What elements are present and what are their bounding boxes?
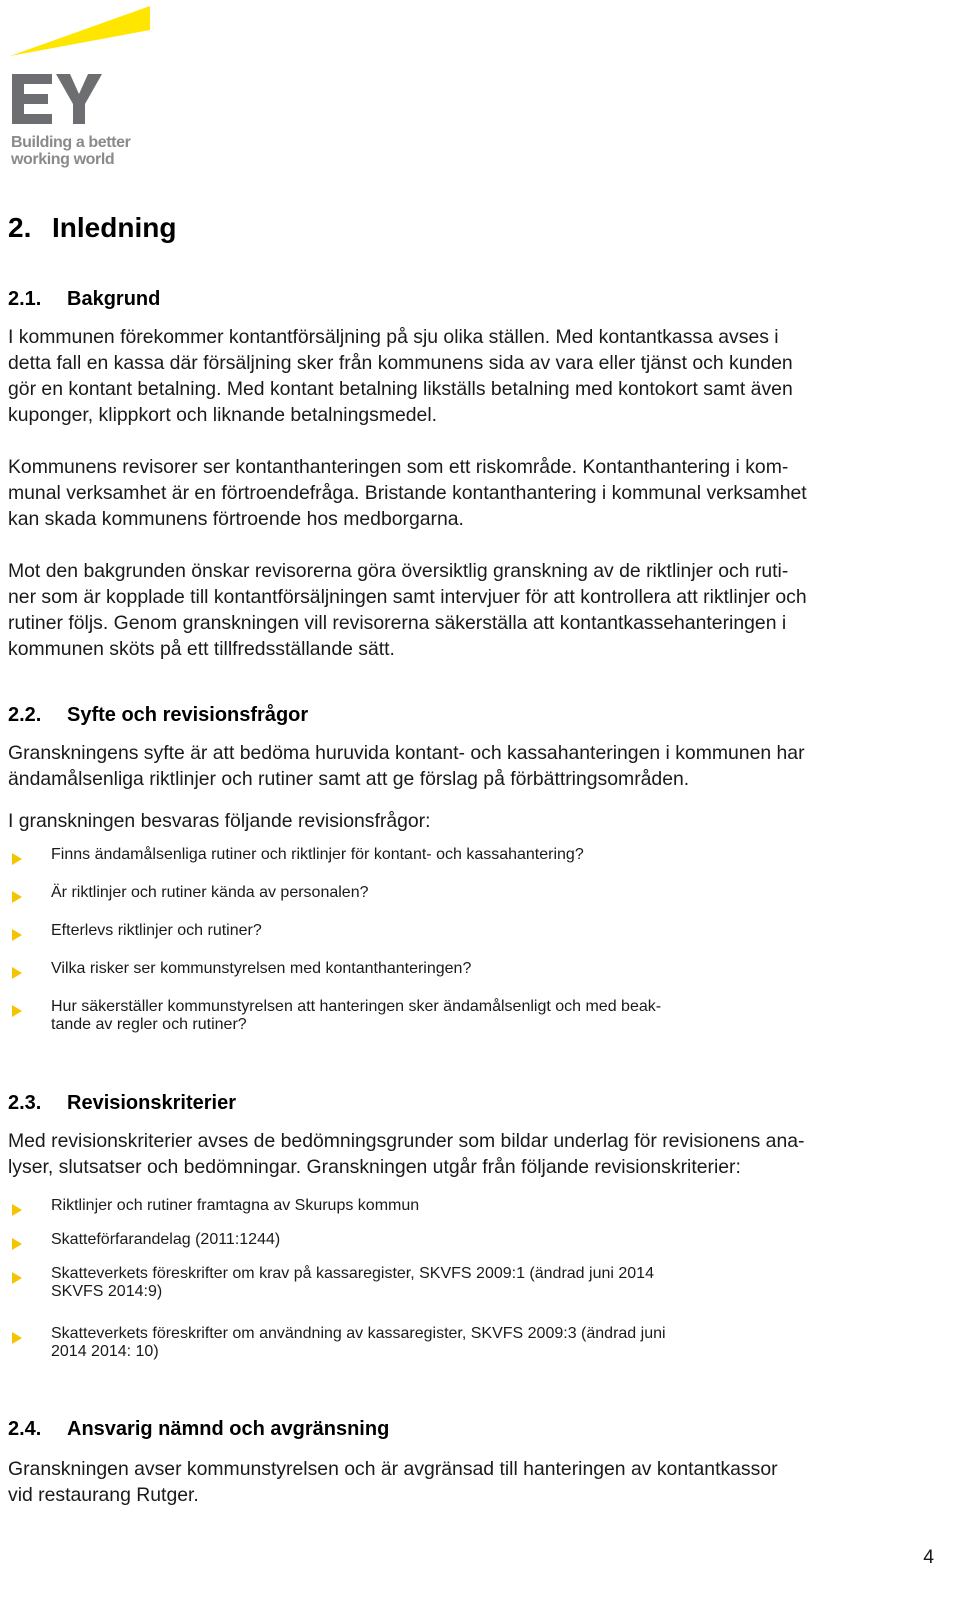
text-line: lyser, slutsatser och bedömningar. Granskningen utgår från följande revisionskriterier: [8, 1156, 741, 1178]
triangle-bullet-icon [12, 1204, 22, 1216]
triangle-bullet-icon [12, 1005, 22, 1017]
triangle-bullet-icon [12, 853, 22, 865]
subsection-number: 2.2. [8, 704, 42, 726]
text-line: kommunen sköts på ett tillfredsställande sätt. [8, 638, 395, 660]
text-line: Riktlinjer och rutiner framtagna av Skurups kommun [51, 1197, 420, 1214]
subsection-number: 2.4. [8, 1418, 42, 1440]
logo-letters [12, 74, 102, 124]
text-line: kan skada kommunens förtroende hos medborgarna. [8, 508, 464, 530]
bullet-text [51, 1265, 654, 1301]
text-line: vid restaurang Rutger. [8, 1484, 199, 1506]
text-line: gör en kontant betalning. Med kontant betalning likställs betalning med kontokort samt även [8, 378, 793, 400]
bullet-text [51, 846, 584, 864]
paragraph-bakgrund-3 [8, 558, 933, 662]
triangle-bullet-icon [12, 1272, 22, 1284]
text-line: Vilka risker ser kommunstyrelsen med kontanthanteringen? [51, 960, 472, 977]
paragraph-syfte-1 [8, 740, 933, 792]
subsection-heading-2-4 [8, 1418, 389, 1441]
subsection-heading-2-2 [8, 704, 308, 727]
text-line: 2014 2014: 10) [51, 1343, 159, 1360]
text-line: Hur säkerställer kommunstyrelsen att hanteringen sker ändamålsenligt och med beak- [51, 998, 662, 1015]
text-line: Skatteförfarandelag (2011:1244) [51, 1231, 281, 1248]
logo-tagline-line2: working world [11, 151, 115, 168]
triangle-bullet-icon [12, 1238, 22, 1250]
bullet-text [51, 1197, 419, 1215]
text-line: Skatteverkets föreskrifter om användning av kassaregister, SKVFS 2009:3 (ändrad juni [51, 1325, 666, 1342]
logo-beam [10, 6, 150, 56]
paragraph-syfte-2 [8, 808, 933, 834]
subsection-title: Ansvarig nämnd och avgränsning [67, 1418, 390, 1440]
triangle-bullet-icon [12, 967, 22, 979]
logo-tagline-line1: Building a better [11, 134, 131, 151]
paragraph-kriterier-1 [8, 1128, 933, 1180]
text-line: I kommunen förekommer kontantförsäljning på sju olika ställen. Med kontantkassa avses i [8, 326, 779, 348]
text-line: munal verksamhet är en förtroendefråga. Bristande kontanthantering i kommunal verksamhet [8, 482, 807, 504]
triangle-bullet-icon [12, 1332, 22, 1344]
bullet-text [51, 1231, 280, 1249]
text-line: ner som är kopplade till kontantförsäljningen samt intervjuer för att kontrollera att riktlinjer och [8, 586, 807, 608]
logo-tagline [11, 134, 130, 168]
text-line: Granskningen avser kommunstyrelsen och är avgränsad till hanteringen av kontantkassor [8, 1458, 778, 1480]
text-line: tande av regler och rutiner? [51, 1016, 247, 1033]
text-line: Efterlevs riktlinjer och rutiner? [51, 922, 262, 939]
bullet-text [51, 960, 471, 978]
text-line: rutiner följs. Genom granskningen vill revisorerna säkerställa att kontantkassehanteringen i [8, 612, 787, 634]
bullet-text [51, 884, 369, 902]
subsection-number: 2.3. [8, 1092, 42, 1114]
paragraph-bakgrund-1 [8, 324, 933, 428]
text-line: Finns ändamålsenliga rutiner och riktlinjer för kontant- och kassahantering? [51, 846, 584, 863]
triangle-bullet-icon [12, 891, 22, 903]
text-line: Granskningens syfte är att bedöma huruvida kontant- och kassahanteringen i kommunen har [8, 742, 805, 764]
subsection-heading-2-1 [8, 288, 160, 311]
subsection-title: Revisionskriterier [67, 1092, 236, 1114]
text-line: SKVFS 2014:9) [51, 1283, 163, 1300]
text-line: detta fall en kassa där försäljning sker från kommunens sida av vara eller tjänst och kunden [8, 352, 793, 374]
text-line: Skatteverkets föreskrifter om krav på kassaregister, SKVFS 2009:1 (ändrad juni 2014 [51, 1265, 654, 1282]
page-number: 4 [923, 1546, 934, 1568]
text-line: Mot den bakgrunden önskar revisorerna göra översiktlig granskning av de riktlinjer och ruti- [8, 560, 789, 582]
section-number: 2. [8, 212, 32, 243]
bullet-text [51, 998, 661, 1034]
text-line: I granskningen besvaras följande revisionsfrågor: [8, 810, 431, 832]
section-heading [8, 212, 176, 244]
section-title: Inledning [52, 212, 177, 243]
subsection-number: 2.1. [8, 288, 42, 310]
text-line: Kommunens revisorer ser kontanthanteringen som ett riskområde. Kontanthantering i kom- [8, 456, 789, 478]
bullet-text [51, 922, 262, 940]
text-line: Är riktlinjer och rutiner kända av personalen? [51, 884, 369, 901]
subsection-title: Syfte och revisionsfrågor [67, 704, 309, 726]
triangle-bullet-icon [12, 929, 22, 941]
subsection-title: Bakgrund [67, 288, 161, 310]
text-line: kuponger, klippkort och liknande betalningsmedel. [8, 404, 438, 426]
bullet-text [51, 1325, 666, 1361]
paragraph-avgransning-1 [8, 1456, 933, 1508]
text-line: Med revisionskriterier avses de bedömningsgrunder som bildar underlag för revisionens ana- [8, 1130, 805, 1152]
text-line: ändamålsenliga riktlinjer och rutiner samt att ge förslag på förbättringsområden. [8, 768, 690, 790]
paragraph-bakgrund-2 [8, 454, 933, 532]
subsection-heading-2-3 [8, 1092, 236, 1115]
